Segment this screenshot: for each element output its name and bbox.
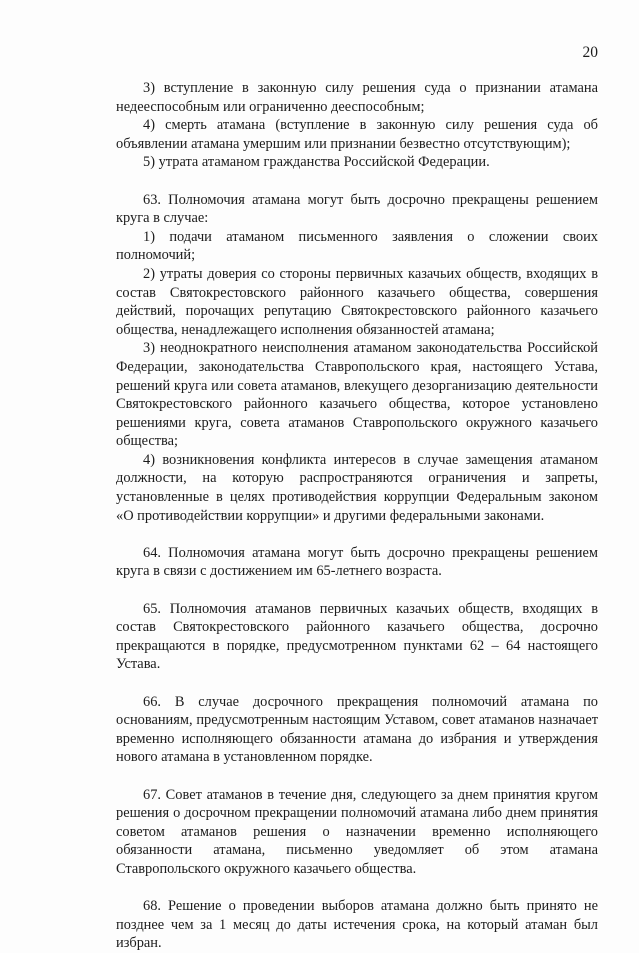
clause-64: 64. Полномочия атамана могут быть досрочно прекращены решением круга в связи с достижением им 65-летнего возраста.	[116, 544, 598, 580]
clause-63-item-3: 3) неоднократного неисполнения атаманом законодательства Российской Федерации, законодательства Ставропольского края, настоящего Устава, решений круга или совета атаманов, влекущего дезорганизацию деятельности Святокрестовского районного казачьего общества, которое установлено решениями круга, совета атаманов Ставропольского окружного казачьего общества;	[116, 340, 598, 450]
clause-66: 66. В случае досрочного прекращения полномочий атамана по основаниям, предусмотренным настоящим Уставом, совет атаманов назначает временно исполняющего обязанности атамана до избрания и утверждения нового атамана в установленном порядке.	[116, 693, 598, 766]
clause-63-item-2: 2) утраты доверия со стороны первичных казачьих обществ, входящих в состав Святокрестовского районного казачьего общества, совершения действий, порочащих репутацию Святокрестовского районного казачьего общества, ненадлежащего исполнения обязанностей атамана;	[116, 265, 598, 338]
clause-63-item-1: 1) подачи атаманом письменного заявления о сложении своих полномочий;	[116, 228, 598, 264]
clause-62-item-4: 4) смерть атамана (вступление в законную силу решения суда об объявлении атамана умершим или признании безвестно отсутствующим);	[116, 117, 598, 152]
clause-67: 67. Совет атаманов в течение дня, следующего за днем принятия кругом решения о досрочном прекращении полномочий атамана либо днем принятия советом атаманов решения о назначении временно исполняющего обязанности атамана, письменно уведомляет об этом атамана Ставропольского окружного казачьего общества.	[116, 786, 598, 877]
clause-68: 68. Решение о проведении выборов атамана должно быть принято не позднее чем за 1 месяц до даты истечения срока, на который атаман был избран.	[116, 898, 598, 952]
clause-62-item-3: 3) вступление в законную силу решения суда о признании атамана недееспособным или ограниченно дееспособным;	[116, 80, 598, 115]
clause-65: 65. Полномочия атаманов первичных казачьих обществ, входящих в состав Святокрестовского районного казачьего общества, досрочно прекращаются в порядке, предусмотренном пунктами 62 – 64 настоящего Устава.	[116, 600, 598, 673]
clause-63: 63. Полномочия атамана могут быть досрочно прекращены решением круга в случае:	[116, 191, 598, 227]
clause-63-item-4: 4) возникновения конфликта интересов в случае замещения атаманом должности, на которую распространяются ограничения и запреты, установленные в целях противодействия коррупции Федеральным законом «О противодействии коррупции» и другими федеральными законами.	[116, 451, 598, 524]
page-number: 20	[582, 44, 598, 61]
clause-62-item-5: 5) утрата атаманом гражданства Российской Федерации.	[143, 154, 490, 171]
document-body	[116, 79, 598, 953]
